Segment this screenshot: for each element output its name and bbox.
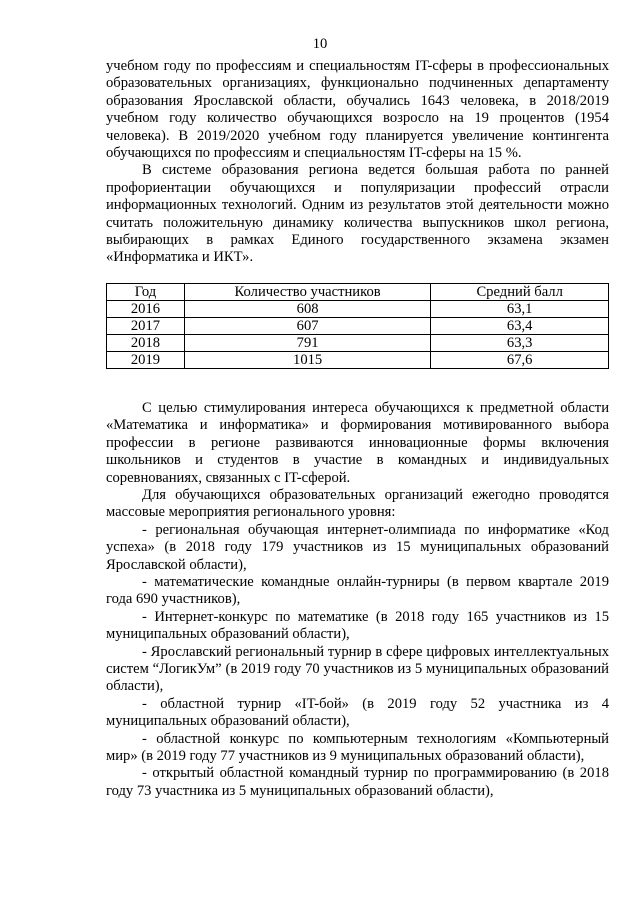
column-header-year: Год (107, 283, 185, 300)
paragraph-career-guidance: В системе образования региона ведется большая работа по ранней профориентации обучающихся и популяризации профессий отрасли информационных технологий. Одним из результатов этой деятельности можно считать положительную динамику количества выпускников школ региона, выбирающих в рамках Единого государственного экзамена экзамен «Информатика и ИКТ». (106, 162, 609, 266)
table-row (107, 351, 609, 368)
table-header-row (107, 283, 609, 300)
paragraph-continuation: учебном году по профессиям и специальностям IT-сферы в профессиональных образовательных организациях, функционально подчиненных департаменту образования Ярославской области, обучались 1643 человека, в 2018/2019 учебном году количество обучающихся возросло на 19 процентов (1954 человека). В 2019/2020 учебном году планируется увеличение контингента обучающихся по профессиям и специальностям IT-сферы на 15 %. (106, 58, 609, 162)
cell-participants: 607 (184, 317, 430, 334)
cell-average-score: 63,4 (431, 317, 609, 334)
cell-participants: 1015 (184, 351, 430, 368)
column-header-average-score: Средний балл (431, 283, 609, 300)
list-item: - открытый областной командный турнир по программированию (в 2018 году 73 участника из 5 муниципальных образований области), (106, 765, 609, 799)
list-item: - областной конкурс по компьютерным технологиям «Компьютерный мир» (в 2019 году 77 участников из 9 муниципальных образований области), (106, 730, 609, 764)
list-item: - областной турнир «IT-бой» (в 2019 году 52 участника из 4 муниципальных образований области), (106, 695, 609, 730)
table-row (107, 317, 609, 334)
list-item: - региональная обучающая интернет-олимпиада по информатике «Код успеха» (в 2018 году 179 участников из 15 муниципальных образований Ярославской области), (106, 521, 609, 573)
table-row (107, 300, 609, 317)
cell-average-score: 63,3 (431, 334, 609, 351)
list-item: - математические командные онлайн-турниры (в первом квартале 2019 года 690 участников), (106, 573, 609, 608)
exam-results-table (106, 283, 609, 369)
column-header-participants: Количество участников (184, 283, 430, 300)
page-number: 10 (312, 36, 328, 52)
cell-year: 2018 (107, 334, 185, 351)
list-item: - Интернет-конкурс по математике (в 2018 году 165 участников из 15 муниципальных образований области), (106, 608, 609, 643)
table-row (107, 334, 609, 351)
list-item: - Ярославский региональный турнир в сфере цифровых интеллектуальных систем “ЛогикУм” (в 2019 году 70 участников из 5 муниципальных образований области), (106, 643, 609, 695)
cell-year: 2019 (107, 351, 185, 368)
cell-year: 2016 (107, 300, 185, 317)
paragraph-events-intro: Для обучающихся образовательных организаций ежегодно проводятся массовые мероприятия регионального уровня: (106, 486, 609, 521)
cell-participants: 791 (184, 334, 430, 351)
cell-year: 2017 (107, 317, 185, 334)
cell-average-score: 63,1 (431, 300, 609, 317)
document-body (106, 58, 609, 800)
cell-average-score: 67,6 (431, 351, 609, 368)
paragraph-stimulation: С целью стимулирования интереса обучающихся к предметной области «Математика и информатика» и формирования мотивированного выбора профессии в регионе развиваются инновационные формы включения школьников и студентов в участие в командных и индивидуальных соревнованиях, связанных с IT-сферой. (106, 399, 609, 486)
cell-participants: 608 (184, 300, 430, 317)
